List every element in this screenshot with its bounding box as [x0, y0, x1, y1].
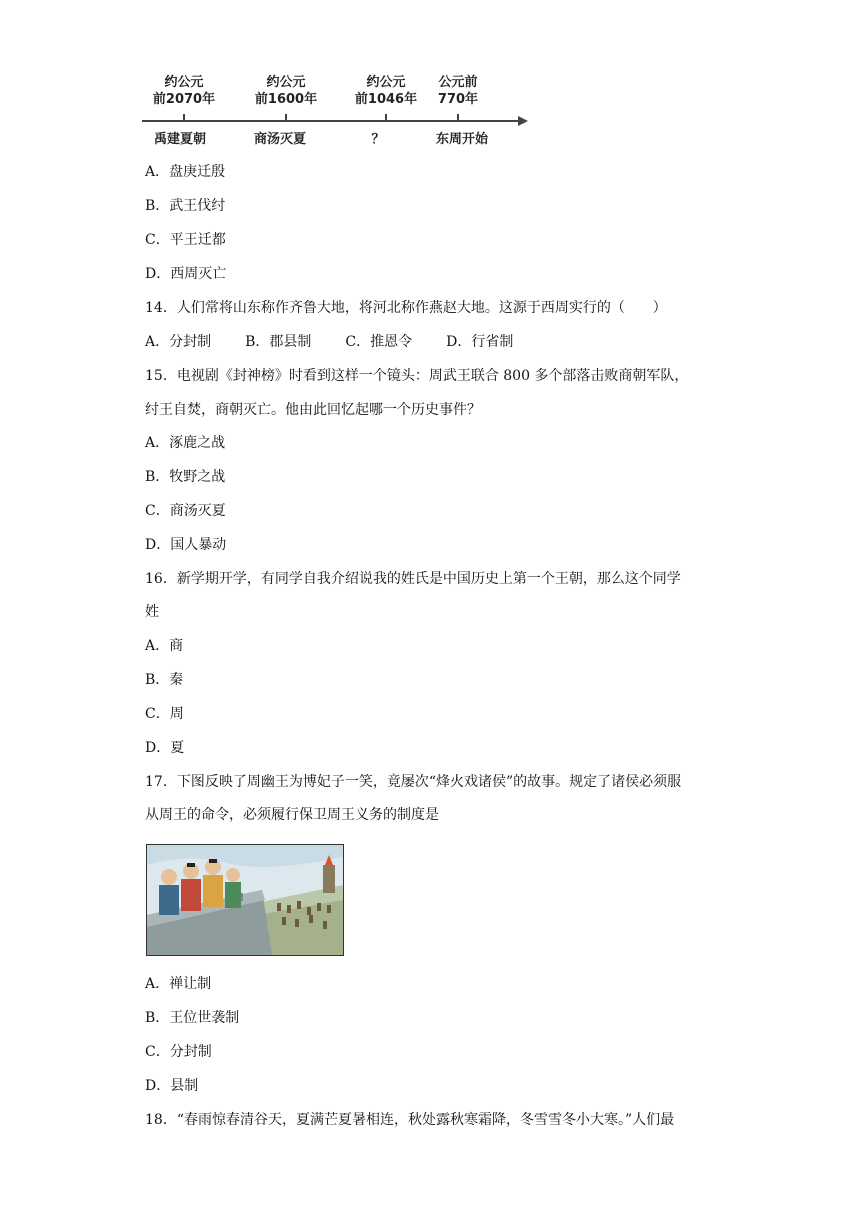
timeline-event-label: 禹建夏朝 [153, 132, 206, 147]
q15-option-b[interactable]: B．牧野之战 [145, 469, 226, 485]
timeline-top-label: 约公元 前1600年 [254, 75, 318, 107]
timeline-top-label: 约公元 前2070年 [152, 75, 216, 107]
timeline-top-label: 约公元 前1046年 [354, 75, 418, 107]
q14-options [145, 332, 513, 352]
q16-stem-line-2: 姓 [145, 604, 159, 620]
q15-option-c[interactable]: C．商汤灭夏 [145, 503, 226, 519]
q15-option-a[interactable]: A．涿鹿之战 [145, 435, 226, 451]
q17-option-a[interactable]: A．禅让制 [145, 976, 212, 992]
q15-stem-line-2: 纣王自焚，商朝灭亡。他由此回忆起哪一个历史事件？ [145, 402, 481, 418]
q14-option-d[interactable]: D．行省制 [446, 334, 514, 350]
q17-option-d[interactable]: D．县制 [145, 1078, 199, 1094]
q13-option-a[interactable]: A．盘庚迁殷 [145, 164, 226, 180]
q14-option-c[interactable]: C．推恩令 [345, 334, 413, 350]
timeline-event-label: 东周开始 [435, 132, 488, 147]
q18-stem: 18．“春雨惊春清谷天，夏满芒夏暑相连，秋处露秋寒霜降，冬雪雪冬小大寒。”人们最 [145, 1112, 675, 1128]
q16-option-d[interactable]: D．夏 [145, 740, 185, 756]
history-timeline [140, 70, 530, 150]
timeline-event-label: 商汤灭夏 [253, 132, 306, 147]
q16-option-c[interactable]: C．周 [145, 706, 184, 722]
q15-option-d[interactable]: D．国人暴动 [145, 537, 227, 553]
q13-option-b[interactable]: B．武王伐纣 [145, 198, 226, 214]
q17-stem-line-1: 17．下图反映了周幽王为博妃子一笑，竟屡次“烽火戏诸侯”的故事。规定了诸侯必须服 [145, 774, 682, 790]
timeline-axis [142, 120, 520, 122]
q16-option-a[interactable]: A．商 [145, 638, 184, 654]
q14-option-b[interactable]: B．郡县制 [245, 334, 312, 350]
q13-option-c[interactable]: C．平王迁都 [145, 232, 226, 248]
beacon-fire-illustration [146, 844, 344, 956]
timeline-event-label: ？ [371, 132, 385, 147]
q17-option-c[interactable]: C．分封制 [145, 1044, 212, 1060]
q14-stem: 14．人们常将山东称作齐鲁大地，将河北称作燕赵大地。这源于西周实行的（ ） [145, 300, 667, 316]
q17-option-b[interactable]: B．王位世袭制 [145, 1010, 240, 1026]
timeline-top-label: 公元前 770年 [437, 75, 479, 107]
q15-stem-line-1: 15．电视剧《封神榜》时看到这样一个镜头：周武王联合 800 多个部落击败商朝军队， [145, 368, 689, 384]
q17-stem-line-2: 从周王的命令，必须履行保卫周王义务的制度是 [145, 807, 439, 823]
timeline-arrow-icon [518, 116, 528, 126]
q16-stem-line-1: 16．新学期开学，有同学自我介绍说我的姓氏是中国历史上第一个王朝，那么这个同学 [145, 571, 681, 587]
q16-option-b[interactable]: B．秦 [145, 672, 184, 688]
q13-option-d[interactable]: D．西周灭亡 [145, 266, 227, 282]
q14-option-a[interactable]: A．分封制 [145, 334, 212, 350]
